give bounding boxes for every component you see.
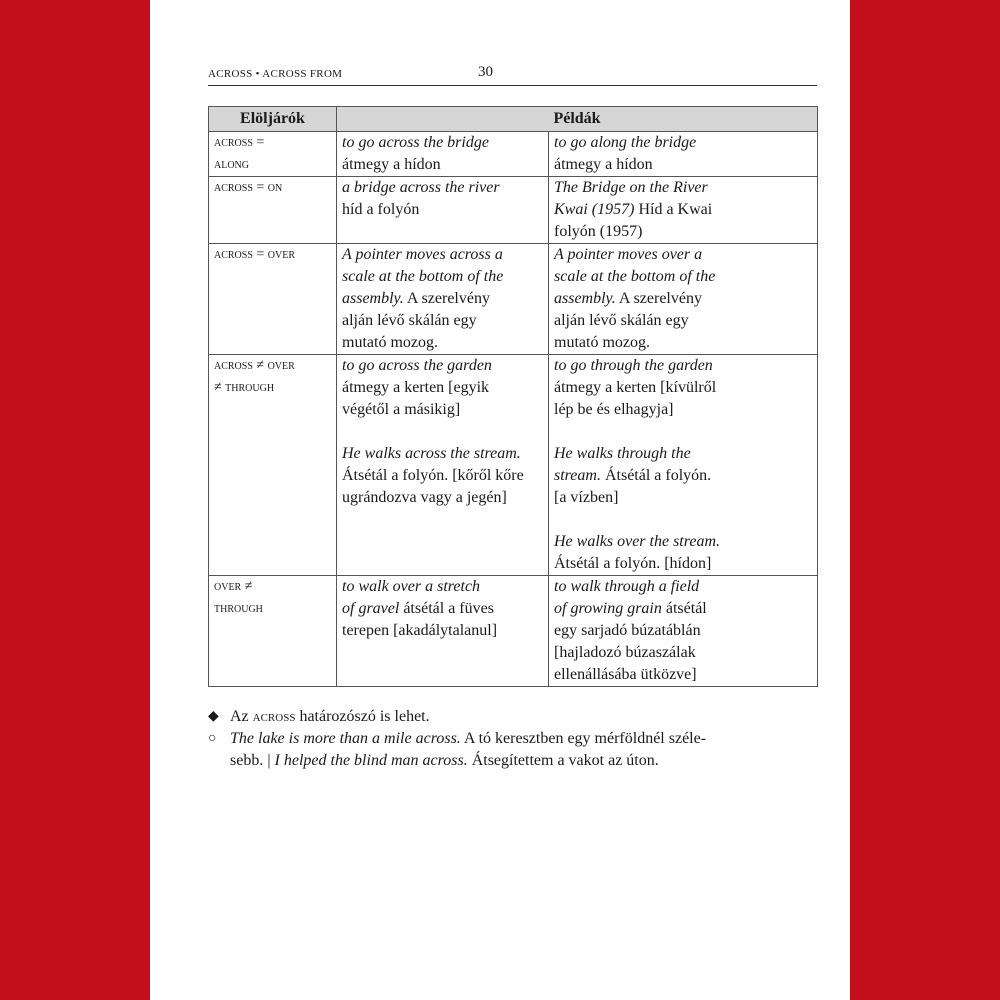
example-hungarian: A szerelvény <box>615 290 702 307</box>
example-line <box>554 399 814 421</box>
example-line <box>342 288 545 310</box>
preposition-cell <box>209 132 337 177</box>
example-line <box>554 288 814 310</box>
example-cell-left <box>337 355 549 576</box>
example-line <box>554 465 814 487</box>
example-line <box>342 355 545 377</box>
example-cell-left <box>337 177 549 244</box>
example-line <box>554 221 814 243</box>
example-line <box>554 355 814 377</box>
example-hungarian: átsétál a füves <box>399 600 494 617</box>
example-hungarian: alján lévő skálán egy <box>342 312 477 329</box>
example-english: to go across the garden <box>342 357 492 374</box>
table-row <box>209 355 818 576</box>
example-line <box>342 377 545 399</box>
example-line <box>554 332 814 354</box>
example-line <box>554 244 814 266</box>
example-cell-right <box>549 576 818 687</box>
diamond-bullet-icon: ◆ <box>208 709 219 724</box>
example-english: I helped the blind man across. <box>274 752 468 769</box>
example-line <box>554 377 814 399</box>
example-cell-right <box>549 132 818 177</box>
table-row <box>209 177 818 244</box>
example-english: The Bridge on the River <box>554 179 708 196</box>
example-hungarian: ellenállásába ütközve] <box>554 666 697 683</box>
example-hungarian: lép be és elhagyja] <box>554 401 674 418</box>
table-row <box>209 132 818 177</box>
line-gap <box>554 421 814 443</box>
example-hungarian: Átsétál a folyón. <box>600 467 712 484</box>
example-line <box>554 576 814 598</box>
example-hungarian: átmegy a hídon <box>554 156 653 173</box>
example-english: stream. <box>554 467 601 484</box>
preposition-label: across ≠ over <box>214 358 295 373</box>
preposition-label: across = <box>214 135 265 150</box>
note-text: Az <box>230 708 253 725</box>
example-line <box>342 154 545 176</box>
example-line <box>554 598 814 620</box>
page-header <box>208 64 817 86</box>
circle-bullet-icon: ○ <box>208 731 217 746</box>
example-english: to walk through a field <box>554 578 700 595</box>
table-row <box>209 576 818 687</box>
example-hungarian: folyón (1957) <box>554 223 643 240</box>
example-hungarian: mutató mozog. <box>342 334 438 351</box>
example-hungarian: [hajladozó búzaszálak <box>554 644 696 661</box>
column-header-examples: Példák <box>337 107 818 132</box>
table-row <box>209 244 818 355</box>
example-cell-right <box>549 177 818 244</box>
example-english: to go along the bridge <box>554 134 697 151</box>
example-line <box>342 332 545 354</box>
preposition-label: through <box>214 601 263 616</box>
example-english: A pointer moves across a <box>342 246 503 263</box>
example-line <box>342 576 545 598</box>
example-line <box>342 399 545 421</box>
line-gap <box>342 421 545 443</box>
example-cell-left <box>337 576 549 687</box>
column-header-prepositions: Elöljárók <box>209 107 337 132</box>
example-english: He walks across the stream. <box>342 445 521 462</box>
preposition-cell <box>209 177 337 244</box>
table-body <box>209 132 818 687</box>
example-english: to go across the bridge <box>342 134 489 151</box>
notes <box>208 706 820 772</box>
example-hungarian: végétől a másikig] <box>342 401 461 418</box>
example-line <box>554 154 814 176</box>
example-line <box>342 177 545 199</box>
example-cell-right <box>549 244 818 355</box>
preposition-cell <box>209 576 337 687</box>
example-english: assembly. <box>342 290 404 307</box>
example-hungarian: terepen [akadálytalanul] <box>342 622 498 639</box>
preposition-label: over ≠ <box>214 579 253 594</box>
example-english: assembly. <box>554 290 616 307</box>
line-gap <box>554 509 814 531</box>
example-hungarian: átmegy a hídon <box>342 156 441 173</box>
example-line <box>342 199 545 221</box>
example-hungarian: átmegy a kerten [egyik <box>342 379 490 396</box>
prepositions-table <box>208 106 818 687</box>
example-line <box>554 553 814 575</box>
note-keyword: across <box>252 708 296 725</box>
example-english: to walk over a stretch <box>342 578 481 595</box>
note-adverb <box>208 706 820 728</box>
example-cell-right <box>549 355 818 576</box>
example-hungarian: Átsegítettem a vakot az úton. <box>467 752 659 769</box>
example-line <box>342 443 545 465</box>
preposition-cell <box>209 355 337 576</box>
example-line <box>554 132 814 154</box>
example-english: A pointer moves over a <box>554 246 703 263</box>
example-hungarian: átmegy a kerten [kívülről <box>554 379 717 396</box>
example-english: of growing grain <box>554 600 662 617</box>
example-hungarian: híd a folyón <box>342 201 420 218</box>
example-english: a bridge across the river <box>342 179 500 196</box>
example-line <box>554 531 814 553</box>
page-number: 30 <box>478 64 493 80</box>
example-hungarian: alján lévő skálán egy <box>554 312 689 329</box>
preposition-label: along <box>214 157 249 172</box>
example-line <box>554 487 814 509</box>
example-hungarian: egy sarjadó búzatáblán <box>554 622 701 639</box>
example-english: to go through the garden <box>554 357 713 374</box>
example-english: Kwai (1957) <box>554 201 635 218</box>
example-english: of gravel <box>342 600 400 617</box>
example-line <box>342 620 545 642</box>
example-hungarian: A szerelvény <box>403 290 490 307</box>
example-english: He walks through the <box>554 445 691 462</box>
example-line <box>342 310 545 332</box>
example-line <box>342 465 545 487</box>
note-examples <box>208 728 820 772</box>
example-hungarian: sebb. | <box>230 752 275 769</box>
example-hungarian: Híd a Kwai <box>634 201 713 218</box>
example-line <box>342 487 545 509</box>
example-cell-left <box>337 244 549 355</box>
example-english: scale at the bottom of the <box>342 268 504 285</box>
example-line <box>554 177 814 199</box>
running-head: ACROSS • ACROSS FROM <box>208 68 343 80</box>
example-line <box>342 598 545 620</box>
example-line <box>342 266 545 288</box>
example-english: He walks over the stream. <box>554 533 721 550</box>
example-hungarian: A tó keresztben egy mérföldnél széle- <box>460 730 707 747</box>
preposition-label: ≠ through <box>214 380 275 395</box>
example-hungarian: mutató mozog. <box>554 334 650 351</box>
example-line <box>554 266 814 288</box>
table-header-row <box>209 107 818 132</box>
example-hungarian: átsétál <box>661 600 707 617</box>
note-text: határozószó is lehet. <box>295 708 430 725</box>
preposition-cell <box>209 244 337 355</box>
example-line <box>554 310 814 332</box>
example-english: The lake is more than a mile across. <box>230 730 461 747</box>
book-page <box>150 0 850 1000</box>
preposition-label: across = over <box>214 247 296 262</box>
example-line <box>554 642 814 664</box>
example-line <box>342 132 545 154</box>
example-cell-left <box>337 132 549 177</box>
example-hungarian: ugrándozva vagy a jegén] <box>342 489 507 506</box>
example-line <box>554 664 814 686</box>
preposition-label: across = on <box>214 180 283 195</box>
example-english: scale at the bottom of the <box>554 268 716 285</box>
example-line <box>554 199 814 221</box>
example-hungarian: Átsétál a folyón. [hídon] <box>554 555 712 572</box>
example-line <box>342 244 545 266</box>
example-hungarian: Átsétál a folyón. [kőről kőre <box>342 467 524 484</box>
example-line <box>554 620 814 642</box>
example-hungarian: [a vízben] <box>554 489 619 506</box>
example-line <box>554 443 814 465</box>
